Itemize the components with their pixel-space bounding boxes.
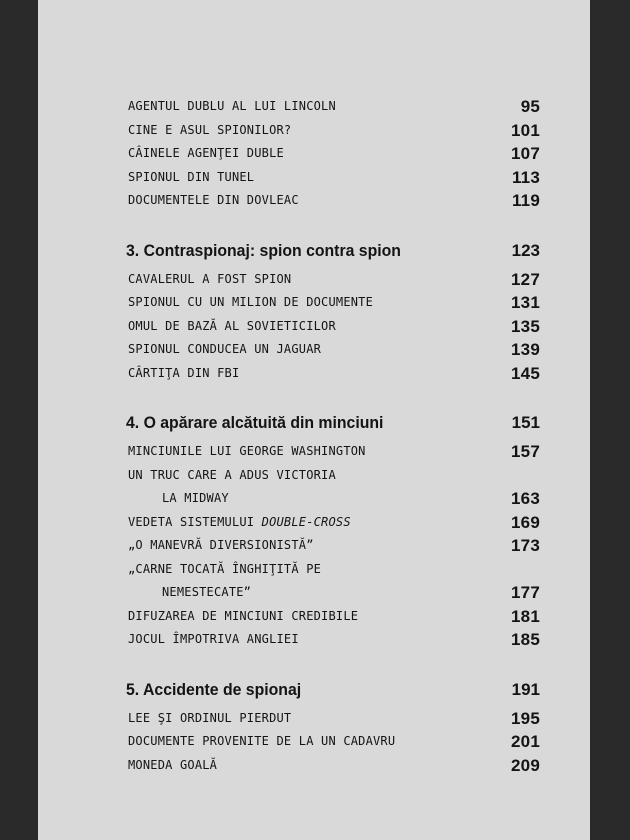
entry-page: 95 xyxy=(520,97,540,116)
entry-title-regular: VEDETA SISTEMULUI xyxy=(128,514,262,529)
table-of-contents xyxy=(120,95,540,777)
section-gap xyxy=(120,213,540,230)
entry-title: MINCIUNILE LUI GEORGE WASHINGTON xyxy=(128,444,366,458)
toc-entry xyxy=(120,189,540,213)
book-page xyxy=(38,0,590,840)
entry-page: 101 xyxy=(511,120,540,140)
toc-entry xyxy=(120,754,540,778)
toc-entry xyxy=(120,440,540,464)
entry-title: LEE ŞI ORDINUL PIERDUT xyxy=(128,710,292,725)
entry-page: 131 xyxy=(511,293,540,312)
entry-title: AGENTUL DUBLU AL LUI LINCOLN xyxy=(128,99,336,113)
toc-entry xyxy=(120,730,540,754)
chapter-title: 5. Accidente de spionaj xyxy=(126,679,302,699)
toc-entry xyxy=(120,511,540,535)
chapter-title: 3. Contraspionaj: spion contra spion xyxy=(126,240,401,260)
entry-title-italic: DOUBLE-CROSS xyxy=(261,514,351,529)
entry-page: 163 xyxy=(511,489,540,508)
toc-entry xyxy=(120,362,540,386)
entry-page: 169 xyxy=(511,512,540,532)
chapter-heading xyxy=(120,406,540,440)
toc-entry xyxy=(120,338,540,362)
chapter-title: 4. O apărare alcătuită din minciuni xyxy=(126,413,384,432)
toc-entry xyxy=(120,142,540,166)
entry-page: 107 xyxy=(511,144,540,163)
entry-page: 145 xyxy=(511,363,540,383)
chapter-page: 151 xyxy=(511,413,540,432)
entry-title: SPIONUL DIN TUNEL xyxy=(128,169,255,184)
toc-entry xyxy=(120,464,540,488)
entry-title: UN TRUC CARE A ADUS VICTORIA xyxy=(128,467,336,482)
toc-entry xyxy=(120,291,540,315)
chapter-page: 191 xyxy=(511,679,540,699)
entry-title: „CARNE TOCATĂ ÎNGHIŢITĂ PE xyxy=(128,561,322,576)
toc-entry xyxy=(120,166,540,190)
toc-entry xyxy=(120,95,540,119)
entry-page: 209 xyxy=(511,755,540,775)
entry-title: CAVALERUL A FOST SPION xyxy=(128,271,292,286)
entry-title: LA MIDWAY xyxy=(162,491,229,505)
entry-title: MONEDA GOALĂ xyxy=(128,757,218,772)
entry-title: CÂINELE AGENŢEI DUBLE xyxy=(128,146,284,160)
toc-entry xyxy=(120,628,540,652)
entry-page: 127 xyxy=(511,269,540,289)
entry-title: NEMESTECATE” xyxy=(162,585,252,599)
entry-page: 173 xyxy=(511,536,540,555)
toc-entry-continuation xyxy=(120,581,540,605)
entry-title: SPIONUL CONDUCEA UN JAGUAR xyxy=(128,342,322,356)
toc-entry xyxy=(120,268,540,292)
entry-title: „O MANEVRĂ DIVERSIONISTĂ” xyxy=(128,538,314,552)
entry-page: 139 xyxy=(511,340,540,359)
entry-page: 135 xyxy=(511,316,540,336)
entry-page: 195 xyxy=(511,708,540,728)
entry-title: DIFUZAREA DE MINCIUNI CREDIBILE xyxy=(128,608,359,623)
section-gap xyxy=(120,385,540,402)
chapter-heading xyxy=(120,673,540,707)
chapter-heading xyxy=(120,234,540,268)
toc-entry xyxy=(120,707,540,731)
entry-page: 113 xyxy=(511,167,540,187)
section-gap xyxy=(120,652,540,669)
toc-entry xyxy=(120,315,540,339)
entry-title: DOCUMENTELE DIN DOVLEAC xyxy=(128,193,299,207)
entry-title: CINE E ASUL SPIONILOR? xyxy=(128,122,292,137)
entry-page: 177 xyxy=(511,583,540,602)
entry-page: 119 xyxy=(511,191,540,210)
entry-page: 201 xyxy=(511,732,540,751)
toc-entry xyxy=(120,534,540,558)
entry-title: JOCUL ÎMPOTRIVA ANGLIEI xyxy=(128,632,299,646)
entry-title: SPIONUL CU UN MILION DE DOCUMENTE xyxy=(128,295,374,309)
entry-page: 181 xyxy=(511,606,540,626)
toc-entry xyxy=(120,119,540,143)
chapter-page: 123 xyxy=(511,240,540,260)
entry-page: 157 xyxy=(511,442,540,461)
entry-page: 185 xyxy=(511,630,540,649)
toc-entry xyxy=(120,558,540,582)
entry-title: CÂRTIŢA DIN FBI xyxy=(128,365,240,380)
toc-entry-continuation xyxy=(120,487,540,511)
entry-title xyxy=(128,511,351,535)
entry-title: DOCUMENTE PROVENITE DE LA UN CADAVRU xyxy=(128,734,396,748)
toc-entry xyxy=(120,605,540,629)
entry-title: OMUL DE BAZĂ AL SOVIETICILOR xyxy=(128,318,336,333)
